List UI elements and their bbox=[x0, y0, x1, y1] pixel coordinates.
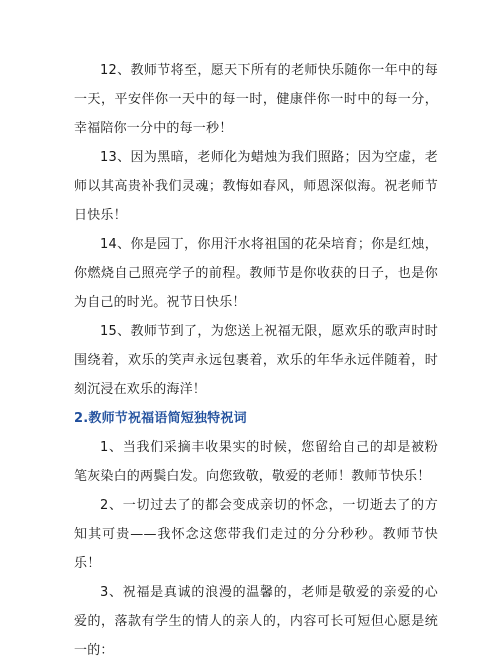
section-heading: 2.教师节祝福语简短独特祝词 bbox=[74, 411, 247, 426]
paragraph-12: 12、教师节将至，愿天下所有的老师快乐随你一年中的每一天，平安伴你一天中的每一时，健康伴你一时中的每一分，幸福陪你一分中的每一秒！ bbox=[74, 63, 438, 136]
paragraph-14: 14、你是园丁，你用汗水将祖国的花朵培育；你是红烛，你燃烧自己照亮学子的前程。教师节是你收获的日子，也是你为自己的时光。祝节日快乐！ bbox=[74, 237, 438, 310]
paragraph-13: 13、因为黑暗，老师化为蜡烛为我们照路；因为空虚，老师以其高贵补我们灵魂；教悔如春风，师恩深似海。祝老师节日快乐！ bbox=[74, 150, 438, 223]
paragraph-2: 2、一切过去了的都会变成亲切的怀念，一切逝去了的方知其可贵——我怀念这您带我们走过的分分秒秒。教师节快乐！ bbox=[74, 498, 438, 571]
paragraph-15: 15、教师节到了，为您送上祝福无限，愿欢乐的歌声时时围绕着，欢乐的笑声永远包裹着，欢乐的年华永远伴随着，时刻沉浸在欢乐的海洋！ bbox=[74, 324, 438, 397]
article-body bbox=[74, 56, 438, 665]
paragraph-3: 3、祝福是真诚的浪漫的温馨的，老师是敬爱的亲爱的心爱的，落款有学生的情人的亲人的，内容可长可短但心愿是统一的： bbox=[74, 585, 438, 658]
paragraph-1: 1、当我们采摘丰收果实的时候，您留给自己的却是被粉笔灰染白的两鬓白发。向您致敬，敬爱的老师！教师节快乐！ bbox=[74, 440, 438, 484]
